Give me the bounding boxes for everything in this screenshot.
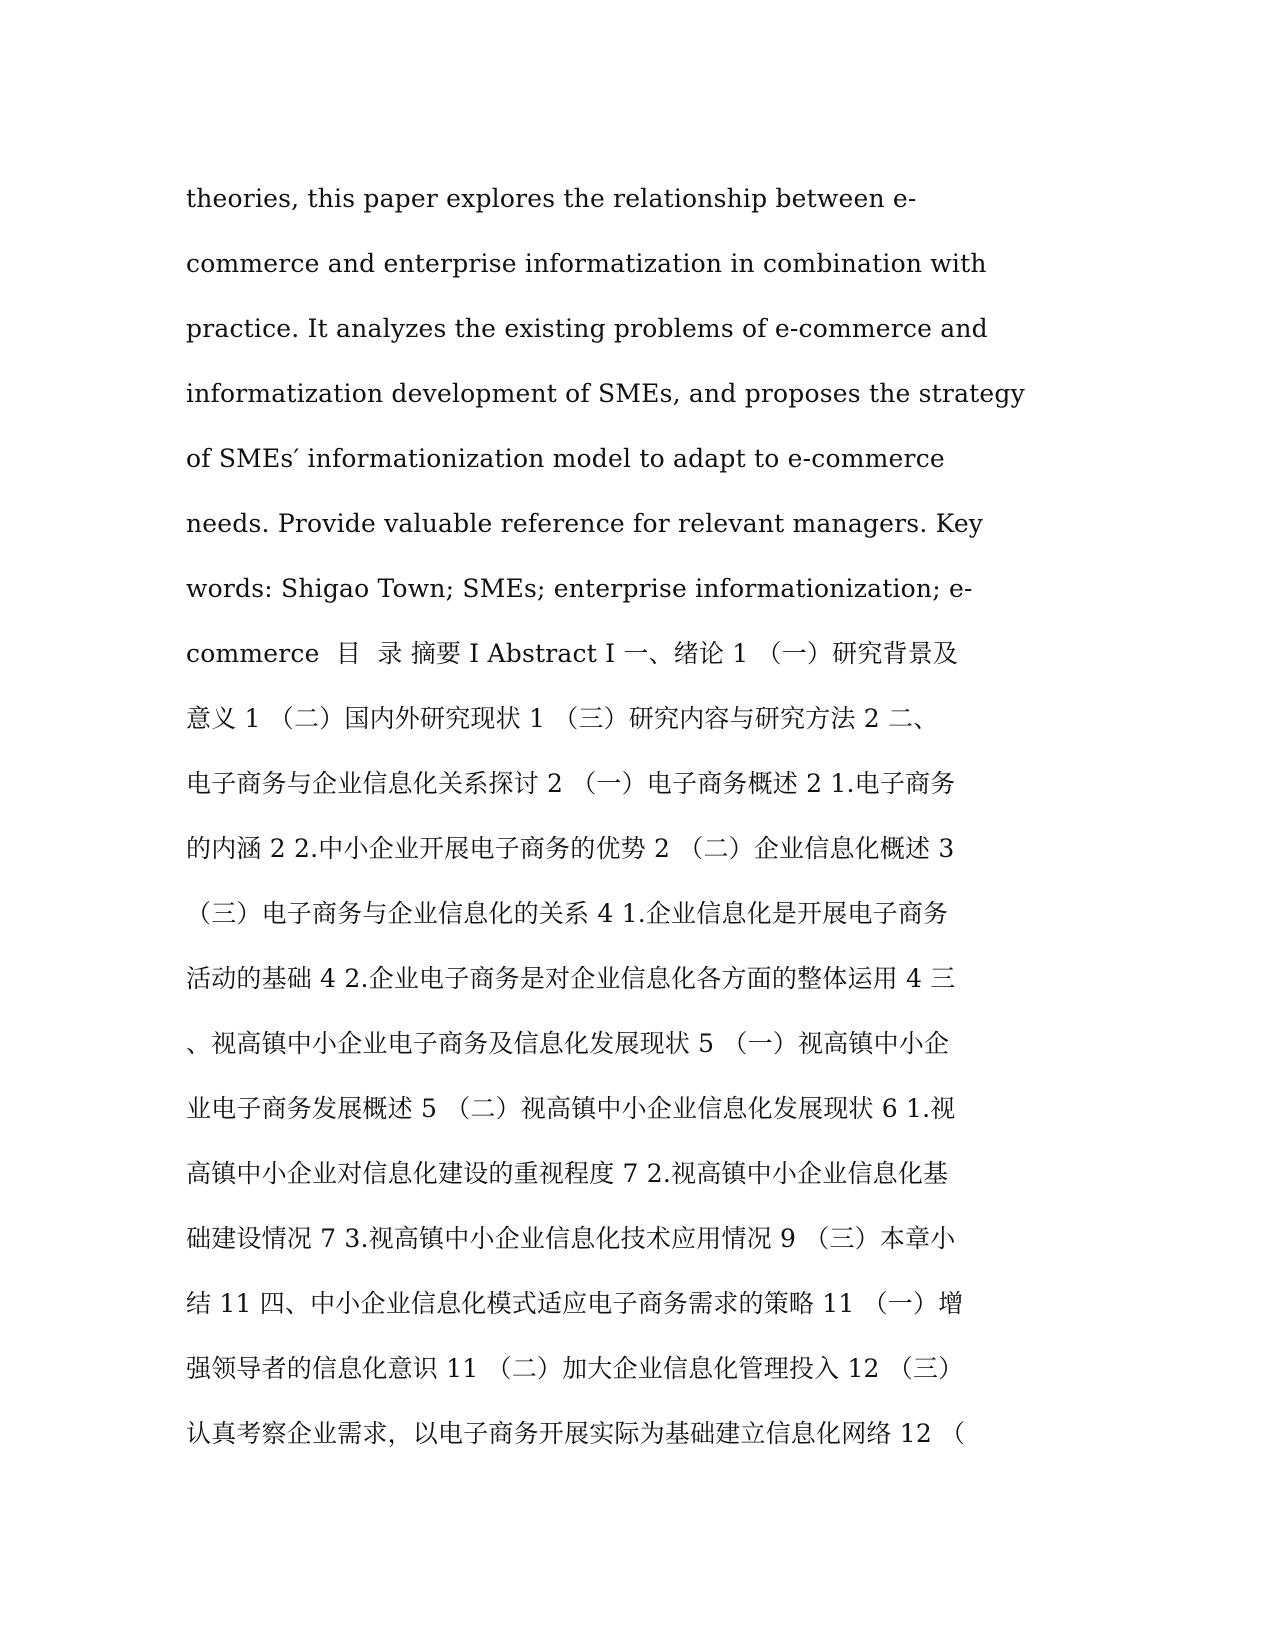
text-line: needs. Provide valuable reference for relevant managers. Key <box>186 509 984 538</box>
text-line: theories, this paper explores the relationship between e- <box>186 184 917 213</box>
text-line: 认真考察企业需求，以电子商务开展实际为基础建立信息化网络 12 （ <box>186 1419 966 1448</box>
text-line: 业电子商务发展概述 5 （二）视高镇中小企业信息化发展现状 6 1.视 <box>186 1094 956 1123</box>
text-line: 础建设情况 7 3.视高镇中小企业信息化技术应用情况 9 （三）本章小 <box>186 1224 956 1253</box>
text-line: 活动的基础 4 2.企业电子商务是对企业信息化各方面的整体运用 4 三 <box>186 964 956 993</box>
text-line: 、视高镇中小企业电子商务及信息化发展现状 5 （一）视高镇中小企 <box>186 1029 950 1058</box>
text-line: commerce 目 录 摘要 I Abstract I 一、绪论 1 （一）研究背景及 <box>186 639 959 668</box>
text-line: 强领导者的信息化意识 11 （二）加大企业信息化管理投入 12 （三） <box>186 1354 964 1383</box>
body-text <box>186 166 1086 1466</box>
text-line: informatization development of SMEs, and proposes the strategy <box>186 379 1025 408</box>
text-line: practice. It analyzes the existing problems of e-commerce and <box>186 314 988 343</box>
text-line: words: Shigao Town; SMEs; enterprise informationization; e- <box>186 574 973 603</box>
text-line: 高镇中小企业对信息化建设的重视程度 7 2.视高镇中小企业信息化基 <box>186 1159 949 1188</box>
text-line: 结 11 四、中小企业信息化模式适应电子商务需求的策略 11 （一）增 <box>186 1289 964 1318</box>
text-line: commerce and enterprise informatization in combination with <box>186 249 987 278</box>
text-line: 的内涵 2 2.中小企业开展电子商务的优势 2 （二）企业信息化概述 3 <box>186 834 955 863</box>
text-line: 意义 1 （二）国内外研究现状 1 （三）研究内容与研究方法 2 二、 <box>186 704 939 733</box>
text-line: 电子商务与企业信息化关系探讨 2 （一）电子商务概述 2 1.电子商务 <box>186 769 956 798</box>
text-line: of SMEs′ informationization model to adapt to e-commerce <box>186 444 945 473</box>
text-line: （三）电子商务与企业信息化的关系 4 1.企业信息化是开展电子商务 <box>186 899 949 928</box>
